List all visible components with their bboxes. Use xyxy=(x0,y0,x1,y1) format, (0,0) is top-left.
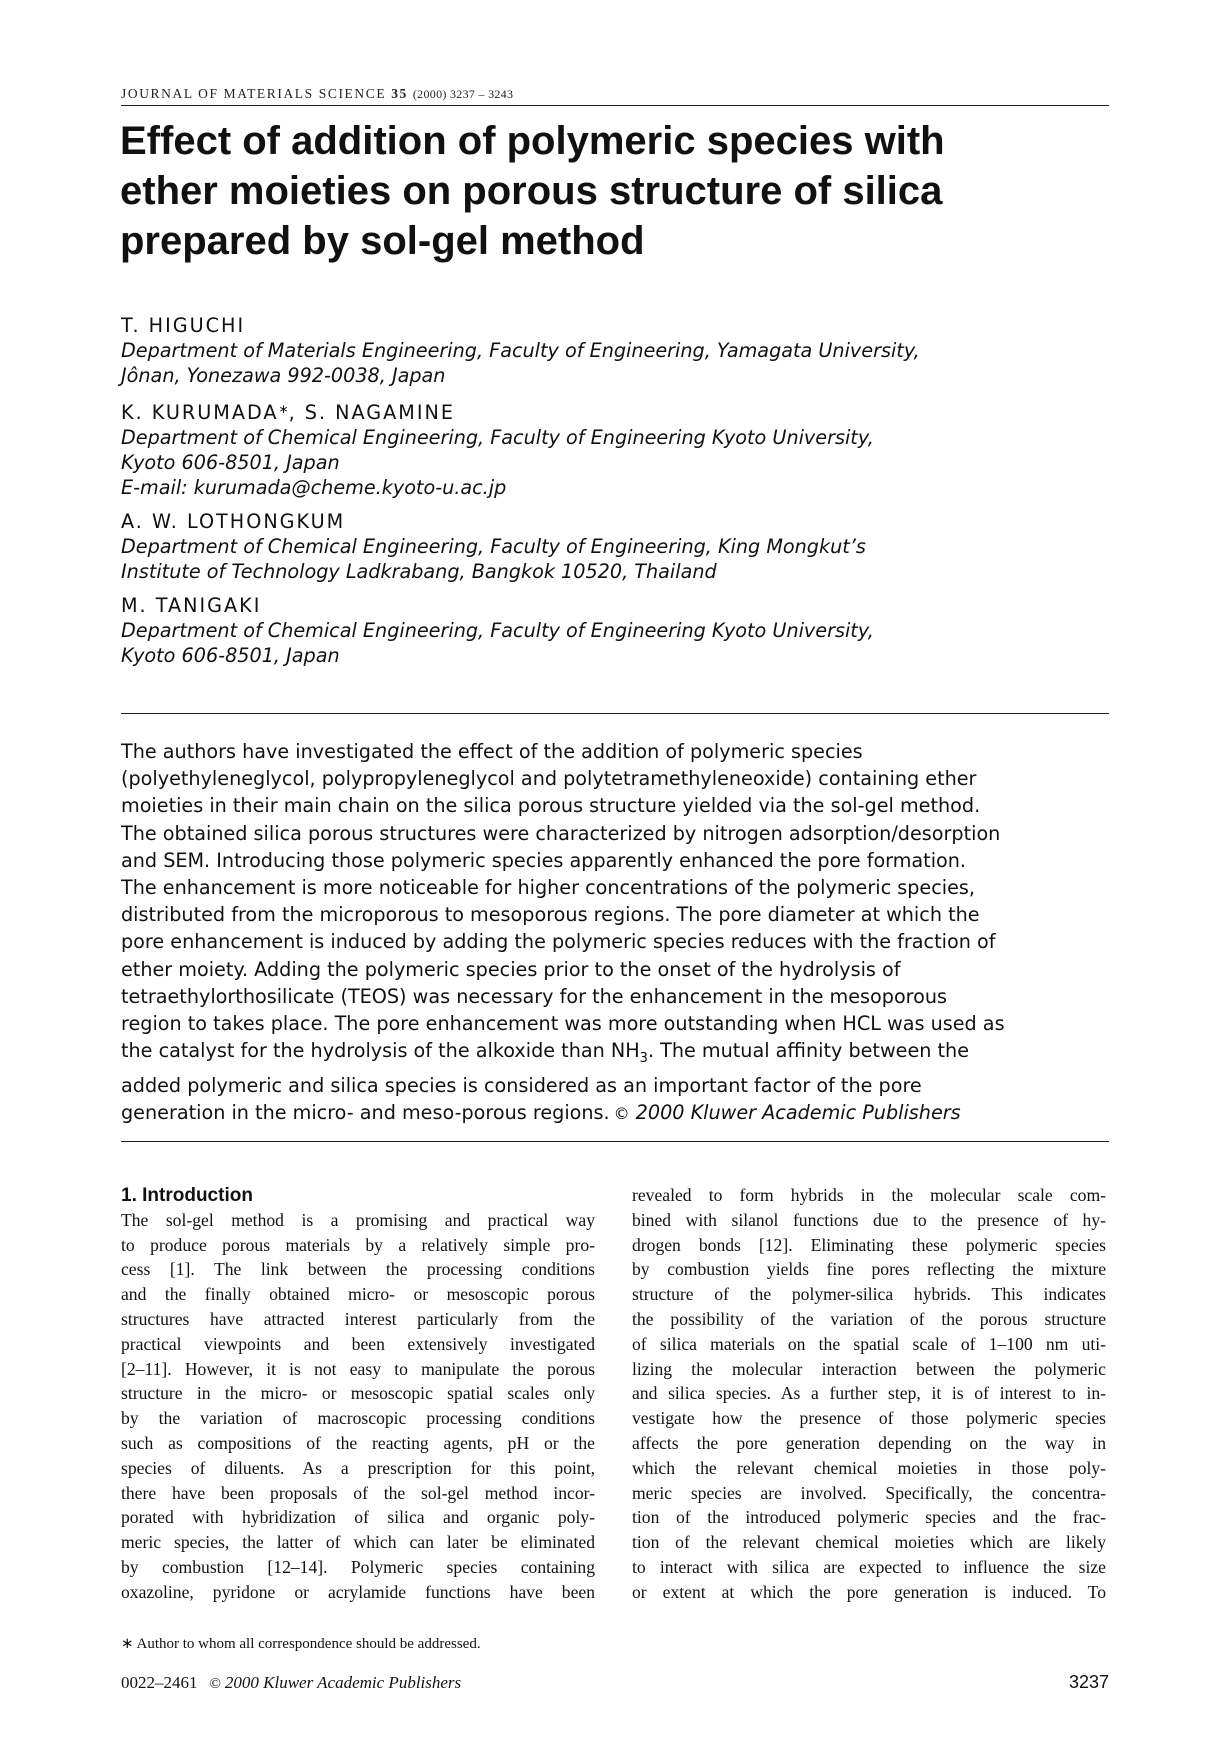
body-line: or extent at which the pore generation is induced. To xyxy=(632,1581,1106,1602)
affiliation-line: Jônan, Yonezawa 992-0038, Japan xyxy=(121,364,446,387)
correspondence-footnote: ∗ Author to whom all correspondence should be addressed. xyxy=(121,1636,481,1652)
body-line: by combustion yields fine pores reflecting the mixture xyxy=(632,1259,1106,1280)
abstract-line: ether moiety. Adding the polymeric species prior to the onset of the hydrolysis of xyxy=(121,957,901,981)
author-block xyxy=(121,509,1111,584)
body-line: meric species are involved. Specifically, the concentra- xyxy=(632,1482,1106,1503)
author-affiliation xyxy=(121,425,1111,500)
copyright-symbol: © xyxy=(209,1676,221,1692)
body-line: oxazoline, pyridone or acrylamide functions have been xyxy=(121,1581,595,1602)
body-line: The sol-gel method is a promising and practical way xyxy=(121,1209,595,1230)
body-line: and silica species. As a further step, it is of interest to in- xyxy=(632,1383,1106,1404)
body-line: porated with hybridization of silica and organic poly- xyxy=(121,1507,595,1528)
author-name-part: K. KURUMADA xyxy=(121,401,279,424)
affiliation-line: Kyoto 606-8501, Japan xyxy=(121,451,340,474)
abstract-copyright: 2000 Kluwer Academic Publishers xyxy=(635,1101,961,1125)
abstract-top-rule xyxy=(121,713,1109,714)
body-line: structure in the micro- or mesoscopic spatial scales only xyxy=(121,1383,595,1404)
abstract-text: the catalyst for the hydrolysis of the alkoxide than NH xyxy=(121,1039,640,1063)
body-line: and the finally obtained micro- or mesoscopic porous xyxy=(121,1284,595,1305)
body-line: meric species, the latter of which can later be eliminated xyxy=(121,1532,595,1553)
author-block xyxy=(121,313,1111,388)
corresponding-author-marker: ∗ xyxy=(278,402,289,416)
body-line: structures have attracted interest particularly from the xyxy=(121,1308,595,1329)
body-line: drogen bonds [12]. Eliminating these polymeric species xyxy=(632,1234,1106,1255)
author-name: M. TANIGAKI xyxy=(121,594,262,617)
author-name xyxy=(121,397,1111,425)
title-line: Effect of addition of polymeric species with xyxy=(120,119,945,163)
abstract-line: distributed from the microporous to mesoporous regions. The pore diameter at which the xyxy=(121,903,980,927)
body-line: cess [1]. The link between the processing conditions xyxy=(121,1259,595,1280)
body-line: bined with silanol functions due to the presence of hy- xyxy=(632,1209,1106,1230)
body-line: there have been proposals of the sol-gel method incor- xyxy=(121,1482,595,1503)
abstract-line: region to takes place. The pore enhancement was more outstanding when HCL was used as xyxy=(121,1012,1005,1036)
body-line: which the relevant chemical moieties in those poly- xyxy=(632,1457,1106,1478)
author-name: A. W. LOTHONGKUM xyxy=(121,510,346,533)
abstract-line: The obtained silica porous structures were characterized by nitrogen adsorption/desorption xyxy=(121,821,1001,845)
author-affiliation xyxy=(121,534,1111,584)
body-line: of silica materials on the spatial scale of 1–100 nm uti- xyxy=(632,1333,1106,1354)
affiliation-line: Department of Chemical Engineering, Faculty of Engineering Kyoto University, xyxy=(121,426,874,449)
affiliation-line: Department of Materials Engineering, Faculty of Engineering, Yamagata University, xyxy=(121,339,920,362)
body-line: [2–11]. However, it is not easy to manipulate the porous xyxy=(121,1358,595,1379)
abstract-line: moieties in their main chain on the silica porous structure yielded via the sol-gel method. xyxy=(121,794,981,818)
left-column xyxy=(121,1183,595,1605)
affiliation-line: Institute of Technology Ladkrabang, Bangkok 10520, Thailand xyxy=(121,560,717,583)
abstract-text: generation in the micro- and meso-porous regions. xyxy=(121,1101,610,1125)
journal-volume: 35 xyxy=(391,86,408,101)
abstract-line: The authors have investigated the effect of the addition of polymeric species xyxy=(121,740,863,763)
author-block xyxy=(121,397,1111,500)
footer-issn-copyright xyxy=(121,1673,461,1693)
author-name: T. HIGUCHI xyxy=(121,314,246,337)
body-line: affects the pore generation depending on the way in xyxy=(632,1432,1106,1453)
affiliation-line: Department of Chemical Engineering, Faculty of Engineering Kyoto University, xyxy=(121,619,874,642)
abstract-line xyxy=(121,1037,1111,1072)
author-email[interactable]: E-mail: kurumada@cheme.kyoto-u.ac.jp xyxy=(121,476,507,499)
page-number: 3237 xyxy=(1068,1672,1109,1692)
title-line: prepared by sol-gel method xyxy=(120,219,645,263)
journal-year-pages: (2000) 3237 – 3243 xyxy=(412,87,514,101)
abstract-text: . The mutual affinity between the xyxy=(647,1039,969,1063)
abstract xyxy=(121,738,1111,1128)
issn: 0022–2461 xyxy=(121,1673,198,1692)
abstract-line: added polymeric and silica species is considered as an important factor of the pore xyxy=(121,1074,922,1098)
author-name-part: , S. NAGAMINE xyxy=(288,401,455,424)
abstract-line xyxy=(121,1099,1111,1127)
body-line: vestigate how the presence of those polymeric species xyxy=(632,1408,1106,1429)
body-line: to produce porous materials by a relatively simple pro- xyxy=(121,1234,595,1255)
subscript: 3 xyxy=(639,1051,648,1067)
body-line: to interact with silica are expected to influence the size xyxy=(632,1556,1106,1577)
body-line: lizing the molecular interaction between the polymeric xyxy=(632,1358,1106,1379)
section-heading: 1. Introduction xyxy=(121,1185,253,1206)
abstract-line: tetraethylorthosilicate (TEOS) was necessary for the enhancement in the mesoporous xyxy=(121,984,948,1008)
abstract-line: (polyethyleneglycol, polypropyleneglycol and polytetramethyleneoxide) containing ether xyxy=(121,767,977,791)
body-line: structure of the polymer-silica hybrids. This indicates xyxy=(632,1284,1106,1305)
author-affiliation xyxy=(121,338,1111,388)
right-column xyxy=(632,1183,1106,1605)
copyright-symbol: © xyxy=(613,1104,630,1124)
body-line: practical viewpoints and been extensively investigated xyxy=(121,1333,595,1354)
body-line: by combustion [12–14]. Polymeric species containing xyxy=(121,1556,595,1577)
author-block xyxy=(121,593,1111,668)
abstract-line: The enhancement is more noticeable for higher concentrations of the polymeric species, xyxy=(121,876,975,900)
abstract-line: pore enhancement is induced by adding the polymeric species reduces with the fraction of xyxy=(121,930,996,954)
body-line: by the variation of macroscopic processing conditions xyxy=(121,1408,595,1429)
journal-header xyxy=(121,86,1109,106)
abstract-line: and SEM. Introducing those polymeric species apparently enhanced the pore formation. xyxy=(121,848,967,872)
publisher: 2000 Kluwer Academic Publishers xyxy=(224,1673,462,1692)
article-title xyxy=(120,116,1100,266)
author-list xyxy=(121,313,1111,677)
abstract-bottom-rule xyxy=(121,1141,1109,1142)
author-affiliation xyxy=(121,618,1111,668)
title-line: ether moieties on porous structure of silica xyxy=(120,169,943,213)
affiliation-line: Department of Chemical Engineering, Faculty of Engineering, King Mongkut’s xyxy=(121,535,866,558)
affiliation-line: Kyoto 606-8501, Japan xyxy=(121,644,340,667)
body-line: revealed to form hybrids in the molecular scale com- xyxy=(632,1185,1106,1205)
body-line: tion of the introduced polymeric species and the frac- xyxy=(632,1507,1106,1528)
body-line: tion of the relevant chemical moieties which are likely xyxy=(632,1532,1106,1553)
body-line: the possibility of the variation of the porous structure xyxy=(632,1308,1106,1329)
body-line: species of diluents. As a prescription for this point, xyxy=(121,1457,595,1478)
journal-name: JOURNAL OF MATERIALS SCIENCE xyxy=(121,86,387,101)
body-line: such as compositions of the reacting agents, pH or the xyxy=(121,1432,595,1453)
